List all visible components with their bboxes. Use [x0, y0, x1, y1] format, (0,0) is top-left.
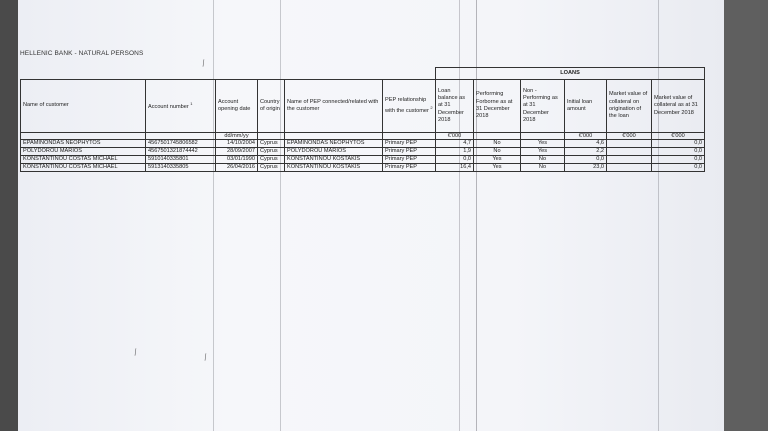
- scan-streak: [658, 0, 659, 431]
- date-format-label: dd/mm/yy: [216, 133, 258, 140]
- scan-streak: [459, 0, 460, 431]
- col-account-opening-date: Account opening date: [216, 80, 258, 133]
- cell-initial-loan: 0,0: [565, 156, 607, 164]
- cell-account-number: 4567501745806582: [146, 140, 216, 148]
- cell-initial-loan: 23,0: [565, 164, 607, 172]
- col-initial-loan-amount: Initial loan amount: [565, 80, 607, 133]
- cell-relationship: Primary PEP: [383, 164, 436, 172]
- cell-customer-name: POLYDOROU MARIOS: [21, 148, 146, 156]
- col-pep-name: Name of PEP connected/related with the customer: [285, 80, 383, 133]
- cell-forborne: No: [474, 140, 521, 148]
- pep-loans-table: [20, 67, 705, 172]
- cell-non-performing: Yes: [521, 140, 565, 148]
- col-account-number: Account number $^1$: [146, 80, 216, 133]
- cell-account-number: 5913140335805: [146, 164, 216, 172]
- cell-forborne: No: [474, 148, 521, 156]
- cell-non-performing: Yes: [521, 148, 565, 156]
- scanned-page: [18, 0, 724, 431]
- cell-loan-balance: 4,7: [436, 140, 474, 148]
- cell-forborne: Yes: [474, 164, 521, 172]
- cell-non-performing: No: [521, 156, 565, 164]
- cell-initial-loan: 2,2: [565, 148, 607, 156]
- col-pep-relationship: PEP relationship with the customer $^2$: [383, 80, 436, 133]
- cell-loan-balance: 16,4: [436, 164, 474, 172]
- cell-account-number: 5910140335801: [146, 156, 216, 164]
- column-header-row: [21, 80, 705, 133]
- cell-country: Cyprus: [258, 140, 285, 148]
- col-mv-collateral-2018: Market value of collateral as at 31 December 2018: [652, 80, 705, 133]
- pen-mark: ⁄: [202, 352, 209, 362]
- scan-streak: [476, 0, 477, 431]
- cell-mv-current: 0,0: [652, 140, 705, 148]
- col-performing-forborne: Performing Forborne as at 31 December 2018: [474, 80, 521, 133]
- table-row: [21, 148, 705, 156]
- pen-mark: ⁄: [200, 58, 207, 68]
- col-non-performing: Non - Performing as at 31 December 2018: [521, 80, 565, 133]
- col-country-of-origin: Country of origin: [258, 80, 285, 133]
- cell-mv-current: 0,0: [652, 156, 705, 164]
- cell-pep-name: KONSTANTINOU KOSTAKIS: [285, 156, 383, 164]
- cell-customer-name: EPAMINONDAS NEOPHYTOS: [21, 140, 146, 148]
- cell-pep-name: EPAMINONDAS NEOPHYTOS: [285, 140, 383, 148]
- scan-streak: [280, 0, 281, 431]
- cell-opening-date: 03/01/1990: [216, 156, 258, 164]
- table-row: [21, 164, 705, 172]
- col-mv-collateral-origination: Market value of collateral on origination of the loan: [607, 80, 652, 133]
- unit-loan-balance: €'000: [436, 133, 474, 140]
- cell-loan-balance: 1,9: [436, 148, 474, 156]
- cell-mv-origination: [607, 148, 652, 156]
- cell-country: Cyprus: [258, 156, 285, 164]
- table-row: [21, 140, 705, 148]
- cell-account-number: 4567501321874442: [146, 148, 216, 156]
- cell-relationship: Primary PEP: [383, 156, 436, 164]
- unit-mv-current: €'000: [652, 133, 705, 140]
- unit-initial-loan: €'000: [565, 133, 607, 140]
- loans-group-header: LOANS: [436, 68, 705, 80]
- scan-streak: [213, 0, 214, 431]
- cell-opening-date: 26/04/2016: [216, 164, 258, 172]
- table-row: [21, 156, 705, 164]
- cell-mv-current: 0,0: [652, 164, 705, 172]
- cell-mv-origination: [607, 140, 652, 148]
- left-margin-shadow: [0, 0, 18, 431]
- cell-opening-date: 28/09/2007: [216, 148, 258, 156]
- cell-country: Cyprus: [258, 164, 285, 172]
- cell-initial-loan: 4,6: [565, 140, 607, 148]
- units-row: [21, 133, 705, 140]
- cell-pep-name: KONSTANTINOU KOSTAKIS: [285, 164, 383, 172]
- cell-opening-date: 14/10/2004: [216, 140, 258, 148]
- unit-mv-origination: €'000: [607, 133, 652, 140]
- col-name-of-customer: Name of customer: [21, 80, 146, 133]
- cell-customer-name: KONSTANTINOU COSTAS MICHAEL: [21, 164, 146, 172]
- cell-customer-name: KONSTANTINOU COSTAS MICHAEL: [21, 156, 146, 164]
- cell-mv-origination: [607, 156, 652, 164]
- cell-forborne: Yes: [474, 156, 521, 164]
- cell-relationship: Primary PEP: [383, 148, 436, 156]
- cell-relationship: Primary PEP: [383, 140, 436, 148]
- cell-pep-name: POLYDOROU MARIOS: [285, 148, 383, 156]
- right-margin-shadow: [724, 0, 768, 431]
- cell-non-performing: No: [521, 164, 565, 172]
- document-title: HELLENIC BANK - NATURAL PERSONS: [20, 50, 144, 57]
- col-loan-balance: Loan balance as at 31 December 2018: [436, 80, 474, 133]
- cell-mv-current: 0,0: [652, 148, 705, 156]
- cell-country: Cyprus: [258, 148, 285, 156]
- pen-mark: ⁄: [132, 347, 139, 357]
- cell-mv-origination: [607, 164, 652, 172]
- loans-group-row: [21, 68, 705, 80]
- cell-loan-balance: 0,0: [436, 156, 474, 164]
